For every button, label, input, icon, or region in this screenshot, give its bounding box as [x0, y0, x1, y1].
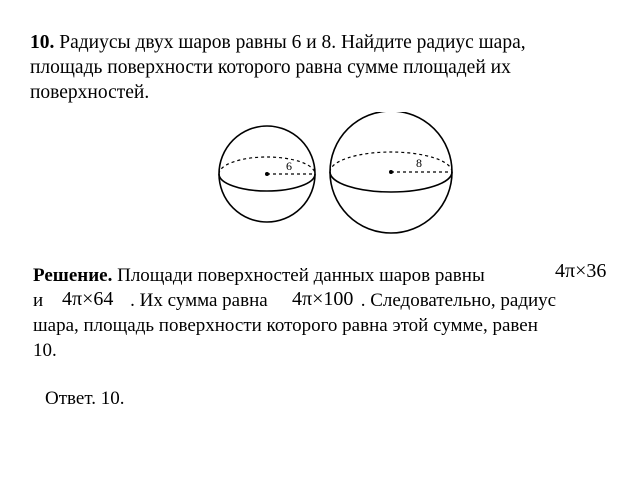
- solution-line-2: и . Их сумма равна . Следовательно, радиус: [33, 290, 557, 311]
- solution-line-4: 10.: [33, 340, 57, 361]
- small-sphere: [219, 126, 315, 222]
- formula-area-large: 4π×64: [62, 288, 114, 310]
- solution-line-1: Решение. Площади поверхностей данных шаров равны: [33, 265, 485, 286]
- problem-line-3: поверхностей.: [30, 82, 150, 103]
- problem-line-2: площадь поверхности которого равна сумме площадей их: [30, 57, 511, 78]
- answer: Ответ. 10.: [45, 388, 125, 409]
- problem-statement: [30, 30, 614, 105]
- small-sphere-radius-label: 6: [286, 159, 292, 173]
- problem-line-1: 10. Радиусы двух шаров равны 6 и 8. Найдите радиус шара,: [30, 32, 526, 53]
- large-sphere: [330, 112, 452, 233]
- formula-area-sum: 4π×100: [292, 288, 354, 310]
- problem-number: 10.: [30, 32, 55, 53]
- solution-heading: Решение.: [33, 265, 113, 286]
- formula-area-small: 4π×36: [555, 260, 607, 282]
- solution-line-3: шара, площадь поверхности которого равна этой сумме, равен: [33, 315, 538, 336]
- large-sphere-radius-label: 8: [416, 156, 422, 170]
- spheres-figure: [210, 112, 460, 237]
